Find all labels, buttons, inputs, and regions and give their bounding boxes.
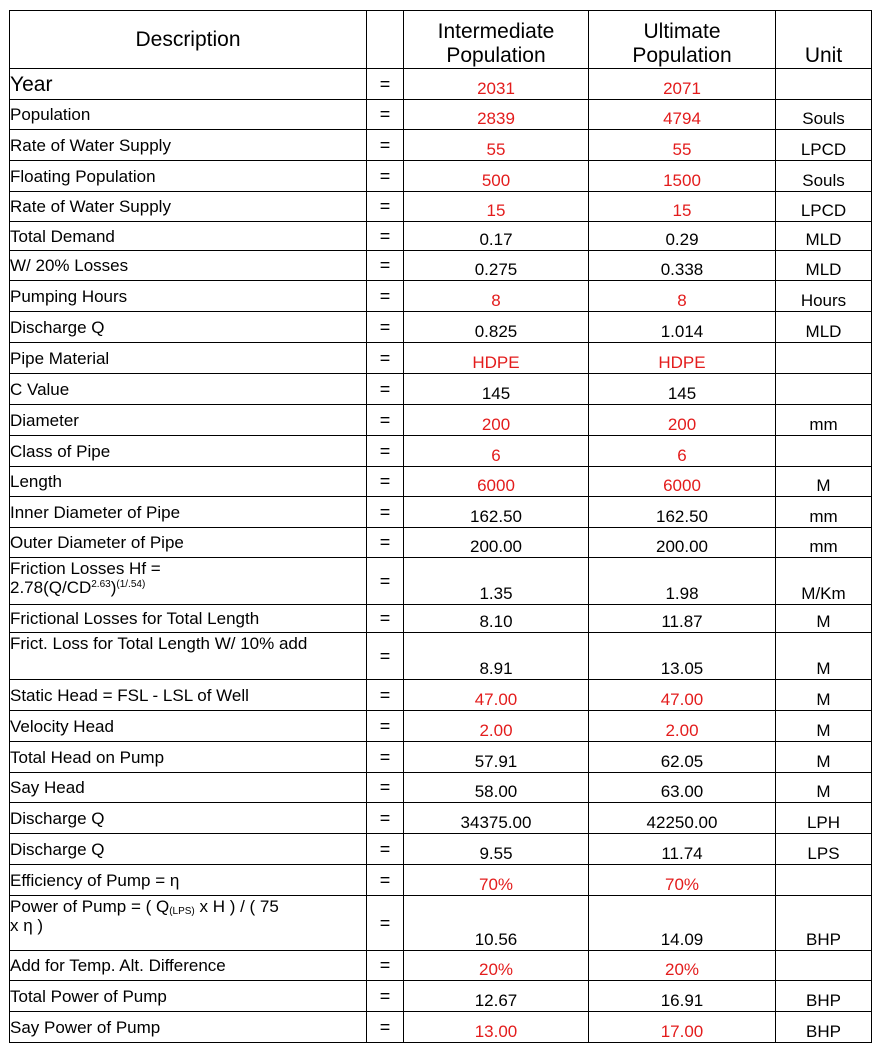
ultimate-value: 16.91 — [589, 981, 776, 1012]
equals-sign: = — [367, 742, 404, 773]
friction-label-line1: Friction Losses Hf = — [10, 559, 161, 578]
row-label: Add for Temp. Alt. Difference — [10, 951, 367, 981]
intermediate-value: 145 — [404, 374, 589, 405]
unit-cell: mm — [776, 497, 872, 528]
ultimate-value: HDPE — [589, 343, 776, 374]
equals-sign: = — [367, 951, 404, 981]
row-label: Efficiency of Pump = η — [10, 865, 367, 896]
row-label: Discharge Q — [10, 803, 367, 834]
row-label: Total Power of Pump — [10, 981, 367, 1012]
unit-cell: M — [776, 633, 872, 680]
intermediate-value: 12.67 — [404, 981, 589, 1012]
power-label-suffix: x H ) / ( 75 — [194, 897, 279, 916]
row-efficiency — [10, 865, 872, 896]
row-label: Diameter — [10, 405, 367, 436]
ultimate-value: 11.74 — [589, 834, 776, 865]
unit-cell — [776, 436, 872, 467]
ultimate-value: 1.98 — [589, 558, 776, 605]
row-label: Rate of Water Supply — [10, 192, 367, 222]
row-outer-diameter — [10, 528, 872, 558]
equals-sign: = — [367, 497, 404, 528]
header-description: Description — [10, 11, 367, 69]
row-inner-diameter — [10, 497, 872, 528]
row-label: Floating Population — [10, 161, 367, 192]
equals-sign: = — [367, 436, 404, 467]
ultimate-value: 70% — [589, 865, 776, 896]
ultimate-value: 8 — [589, 281, 776, 312]
equals-sign: = — [367, 343, 404, 374]
unit-cell — [776, 343, 872, 374]
header-intermediate — [404, 11, 589, 69]
intermediate-value: 34375.00 — [404, 803, 589, 834]
equals-sign: = — [367, 467, 404, 497]
intermediate-value: 2.00 — [404, 711, 589, 742]
equals-sign: = — [367, 558, 404, 605]
ultimate-value: 145 — [589, 374, 776, 405]
header-intermediate-line1: Intermediate — [437, 20, 555, 43]
unit-cell: MLD — [776, 251, 872, 281]
row-label: Static Head = FSL - LSL of Well — [10, 680, 367, 711]
equals-sign: = — [367, 69, 404, 100]
pump-design-table — [9, 10, 872, 1043]
row-label: W/ 20% Losses — [10, 251, 367, 281]
intermediate-value: 200.00 — [404, 528, 589, 558]
row-label: Frict. Loss for Total Length W/ 10% add — [10, 633, 367, 680]
equals-sign: = — [367, 711, 404, 742]
equals-sign: = — [367, 605, 404, 633]
unit-cell: BHP — [776, 1012, 872, 1043]
intermediate-value: 57.91 — [404, 742, 589, 773]
header-ultimate-line1: Ultimate — [643, 20, 721, 43]
row-total-demand — [10, 222, 872, 251]
row-floating-population — [10, 161, 872, 192]
intermediate-value: HDPE — [404, 343, 589, 374]
row-pumping-hours — [10, 281, 872, 312]
header-row — [10, 11, 872, 69]
equals-sign: = — [367, 803, 404, 834]
unit-cell: Souls — [776, 100, 872, 130]
ultimate-value: 1500 — [589, 161, 776, 192]
ultimate-value: 162.50 — [589, 497, 776, 528]
intermediate-value: 8.91 — [404, 633, 589, 680]
row-population — [10, 100, 872, 130]
row-pipe-material — [10, 343, 872, 374]
unit-cell: MLD — [776, 222, 872, 251]
row-discharge-lph — [10, 803, 872, 834]
intermediate-value: 6000 — [404, 467, 589, 497]
row-total-head — [10, 742, 872, 773]
row-temp-alt-difference — [10, 951, 872, 981]
row-length — [10, 467, 872, 497]
row-label: Year — [10, 69, 367, 100]
header-ultimate — [589, 11, 776, 69]
ultimate-value: 11.87 — [589, 605, 776, 633]
row-label: Inner Diameter of Pipe — [10, 497, 367, 528]
equals-sign: = — [367, 281, 404, 312]
row-label: Total Demand — [10, 222, 367, 251]
intermediate-value: 162.50 — [404, 497, 589, 528]
row-velocity-head — [10, 711, 872, 742]
unit-cell: M — [776, 773, 872, 803]
row-label: Rate of Water Supply — [10, 130, 367, 161]
unit-cell: Hours — [776, 281, 872, 312]
unit-cell: BHP — [776, 981, 872, 1012]
intermediate-value: 47.00 — [404, 680, 589, 711]
intermediate-value: 10.56 — [404, 896, 589, 951]
unit-cell: LPS — [776, 834, 872, 865]
equals-sign: = — [367, 865, 404, 896]
row-class-of-pipe — [10, 436, 872, 467]
intermediate-value: 15 — [404, 192, 589, 222]
row-total-power — [10, 981, 872, 1012]
equals-sign: = — [367, 528, 404, 558]
equals-sign: = — [367, 130, 404, 161]
unit-cell: MLD — [776, 312, 872, 343]
intermediate-value: 0.275 — [404, 251, 589, 281]
unit-cell: Souls — [776, 161, 872, 192]
header-eq-blank — [367, 11, 404, 69]
row-label: Length — [10, 467, 367, 497]
equals-sign: = — [367, 1012, 404, 1043]
header-intermediate-line2: Population — [446, 44, 546, 67]
unit-cell: M — [776, 711, 872, 742]
intermediate-value: 9.55 — [404, 834, 589, 865]
ultimate-value: 1.014 — [589, 312, 776, 343]
equals-sign: = — [367, 680, 404, 711]
unit-cell: mm — [776, 405, 872, 436]
row-power-of-pump — [10, 896, 872, 951]
intermediate-value: 200 — [404, 405, 589, 436]
equals-sign: = — [367, 251, 404, 281]
friction-label-close: ) — [110, 578, 117, 597]
row-label: Say Head — [10, 773, 367, 803]
ultimate-value: 47.00 — [589, 680, 776, 711]
friction-exponent-2: (1/.54) — [116, 579, 146, 590]
unit-cell: LPH — [776, 803, 872, 834]
intermediate-value: 2839 — [404, 100, 589, 130]
row-rate-of-water-supply — [10, 130, 872, 161]
row-label: Discharge Q — [10, 312, 367, 343]
row-discharge-mld — [10, 312, 872, 343]
row-discharge-lps — [10, 834, 872, 865]
power-label-prefix: Power of Pump = ( Q — [10, 897, 170, 916]
ultimate-value: 200 — [589, 405, 776, 436]
unit-cell — [776, 374, 872, 405]
unit-cell — [776, 951, 872, 981]
unit-cell: LPCD — [776, 130, 872, 161]
row-label: Velocity Head — [10, 711, 367, 742]
ultimate-value: 4794 — [589, 100, 776, 130]
row-c-value — [10, 374, 872, 405]
equals-sign: = — [367, 773, 404, 803]
ultimate-value: 13.05 — [589, 633, 776, 680]
unit-cell: M — [776, 605, 872, 633]
ultimate-value: 62.05 — [589, 742, 776, 773]
ultimate-value: 2071 — [589, 69, 776, 100]
equals-sign: = — [367, 896, 404, 951]
equals-sign: = — [367, 192, 404, 222]
intermediate-value: 58.00 — [404, 773, 589, 803]
ultimate-value: 200.00 — [589, 528, 776, 558]
row-label: C Value — [10, 374, 367, 405]
row-say-head — [10, 773, 872, 803]
equals-sign: = — [367, 161, 404, 192]
header-ultimate-line2: Population — [632, 44, 732, 67]
intermediate-value: 2031 — [404, 69, 589, 100]
row-label: Pipe Material — [10, 343, 367, 374]
intermediate-value: 13.00 — [404, 1012, 589, 1043]
power-label-line2: x η ) — [10, 916, 44, 935]
ultimate-value: 17.00 — [589, 1012, 776, 1043]
row-frictional-losses-total — [10, 605, 872, 633]
unit-cell — [776, 69, 872, 100]
equals-sign: = — [367, 405, 404, 436]
ultimate-value: 0.338 — [589, 251, 776, 281]
intermediate-value: 500 — [404, 161, 589, 192]
ultimate-value: 55 — [589, 130, 776, 161]
row-say-power — [10, 1012, 872, 1043]
row-label: Outer Diameter of Pipe — [10, 528, 367, 558]
intermediate-value: 0.825 — [404, 312, 589, 343]
row-label: Discharge Q — [10, 834, 367, 865]
row-friction-losses — [10, 558, 872, 605]
power-label-sub: (LPS) — [169, 906, 195, 917]
equals-sign: = — [367, 834, 404, 865]
ultimate-value: 2.00 — [589, 711, 776, 742]
unit-cell: mm — [776, 528, 872, 558]
row-label-power-formula — [10, 896, 367, 951]
equals-sign: = — [367, 312, 404, 343]
friction-label-base: 2.78(Q/CD — [10, 578, 92, 597]
intermediate-value: 70% — [404, 865, 589, 896]
ultimate-value: 20% — [589, 951, 776, 981]
ultimate-value: 63.00 — [589, 773, 776, 803]
header-unit: Unit — [776, 11, 872, 69]
ultimate-value: 15 — [589, 192, 776, 222]
intermediate-value: 8 — [404, 281, 589, 312]
row-frict-loss-10pct — [10, 633, 872, 680]
intermediate-value: 6 — [404, 436, 589, 467]
intermediate-value: 1.35 — [404, 558, 589, 605]
unit-cell: M — [776, 680, 872, 711]
row-label: Total Head on Pump — [10, 742, 367, 773]
intermediate-value: 0.17 — [404, 222, 589, 251]
equals-sign: = — [367, 100, 404, 130]
ultimate-value: 0.29 — [589, 222, 776, 251]
unit-cell: LPCD — [776, 192, 872, 222]
row-label: Frictional Losses for Total Length — [10, 605, 367, 633]
equals-sign: = — [367, 222, 404, 251]
equals-sign: = — [367, 374, 404, 405]
unit-cell — [776, 865, 872, 896]
intermediate-value: 55 — [404, 130, 589, 161]
row-losses — [10, 251, 872, 281]
row-diameter — [10, 405, 872, 436]
row-label: Pumping Hours — [10, 281, 367, 312]
equals-sign: = — [367, 981, 404, 1012]
unit-cell: M — [776, 467, 872, 497]
row-year — [10, 69, 872, 100]
unit-cell: M/Km — [776, 558, 872, 605]
row-static-head — [10, 680, 872, 711]
unit-cell: M — [776, 742, 872, 773]
row-rate-of-water-supply-floating — [10, 192, 872, 222]
row-label: Class of Pipe — [10, 436, 367, 467]
ultimate-value: 6000 — [589, 467, 776, 497]
intermediate-value: 20% — [404, 951, 589, 981]
row-label: Population — [10, 100, 367, 130]
intermediate-value: 8.10 — [404, 605, 589, 633]
row-label: Say Power of Pump — [10, 1012, 367, 1043]
ultimate-value: 6 — [589, 436, 776, 467]
row-label-friction-formula — [10, 558, 367, 605]
ultimate-value: 42250.00 — [589, 803, 776, 834]
friction-exponent-1: 2.63 — [91, 579, 111, 590]
ultimate-value: 14.09 — [589, 896, 776, 951]
unit-cell: BHP — [776, 896, 872, 951]
equals-sign: = — [367, 633, 404, 680]
